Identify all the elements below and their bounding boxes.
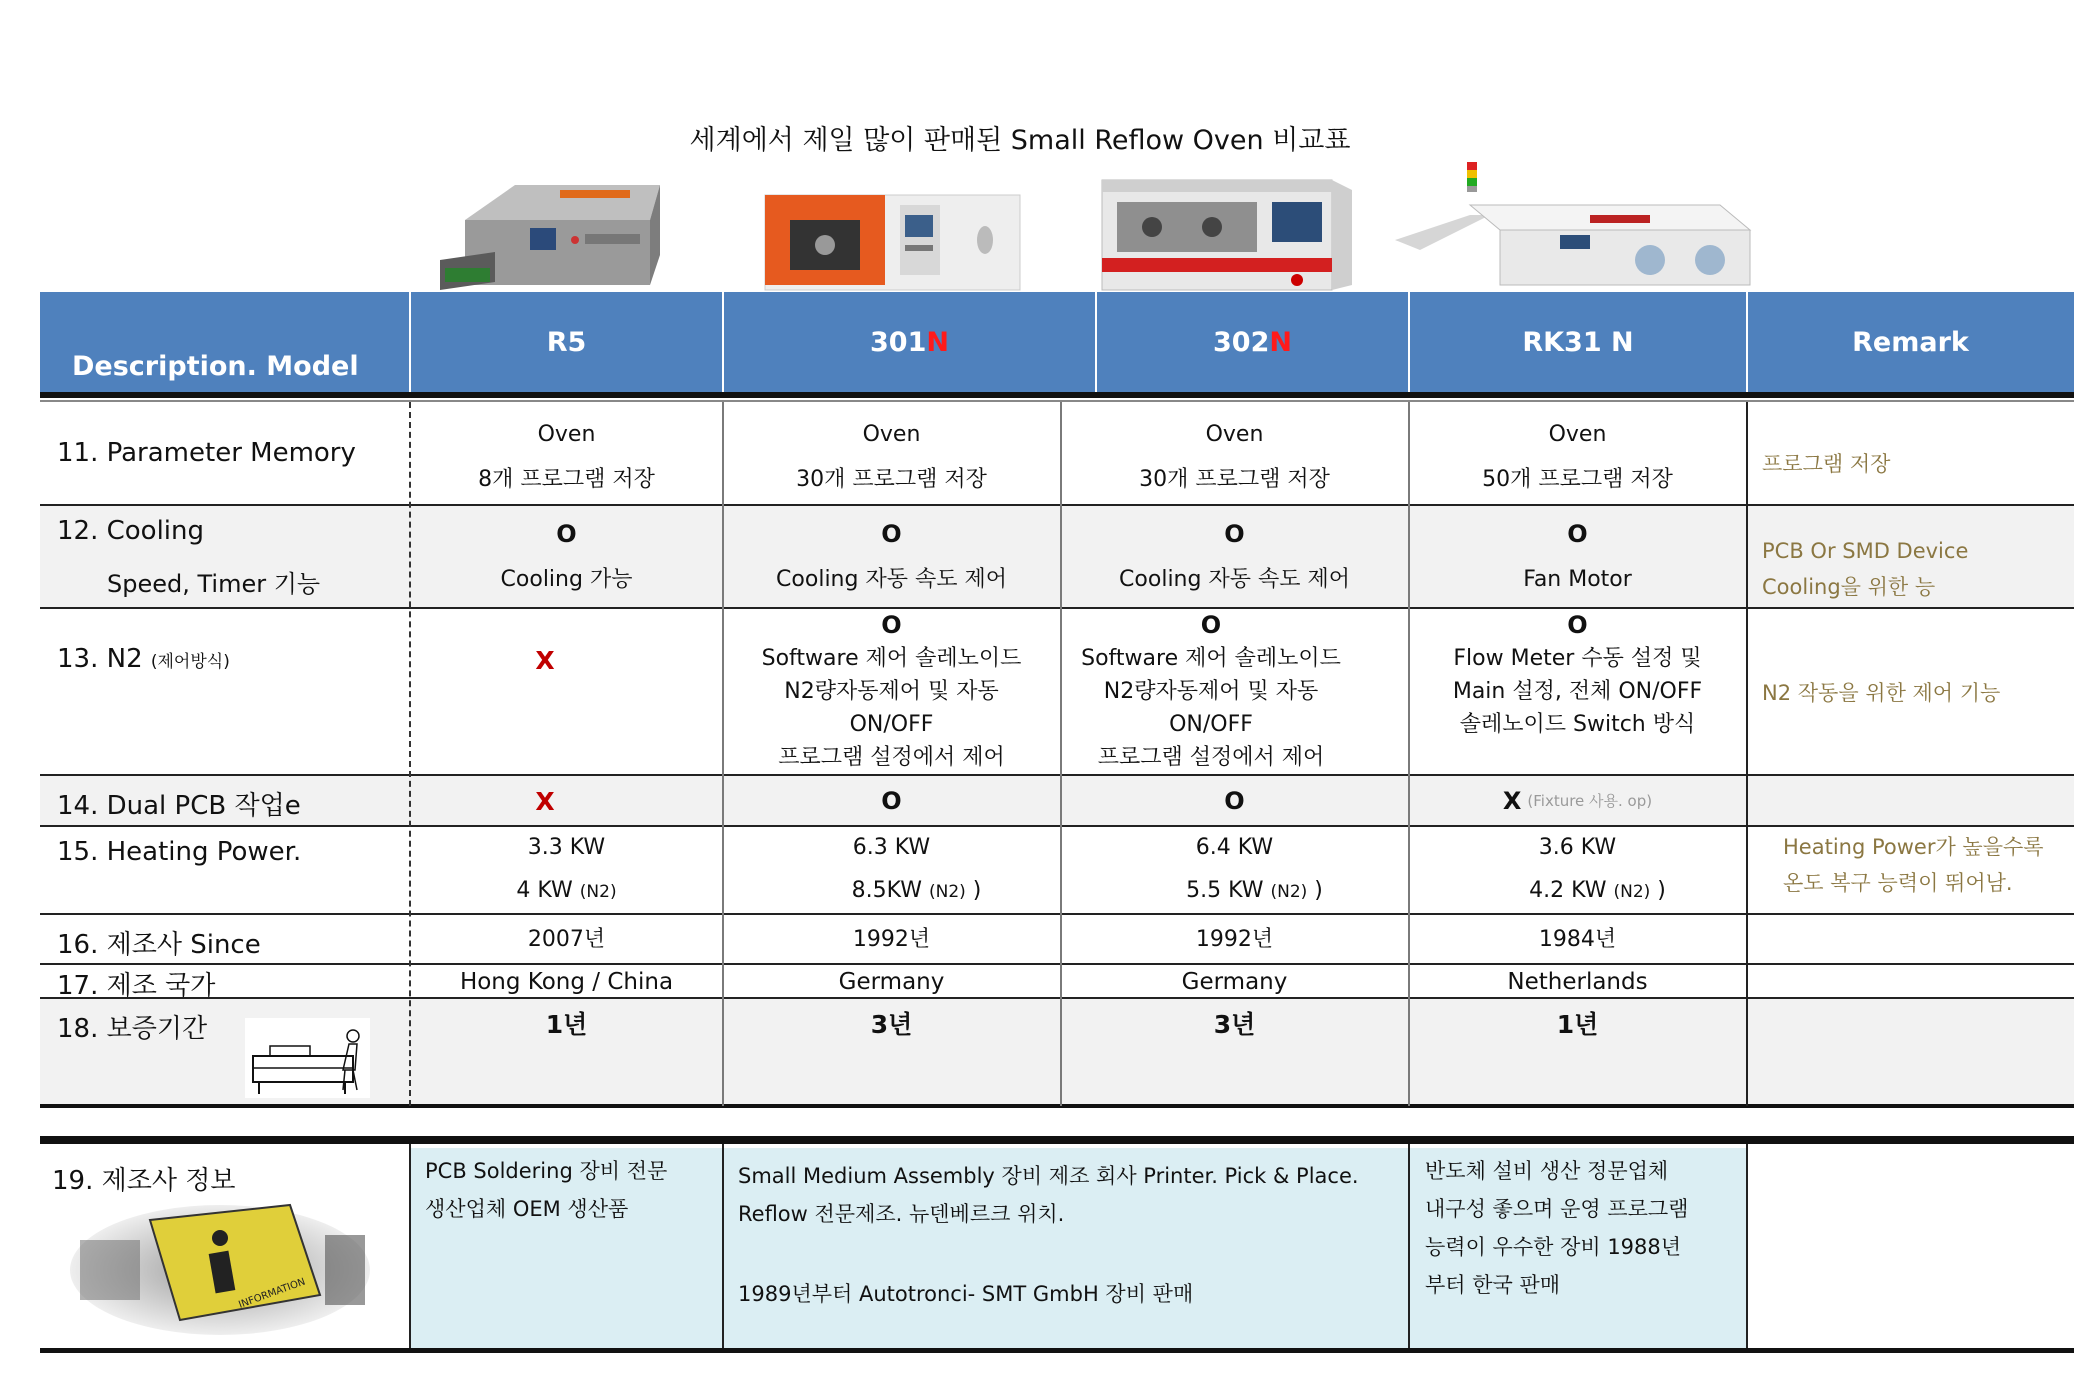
information-key-icon [70,1200,370,1335]
row-label-cooling-sub: Speed, Timer 기능 [107,570,321,598]
cell-r11-rk31n: Oven 50개 프로그램 저장 [1482,422,1673,492]
cell-r11-302n: Oven 30개 프로그램 저장 [1139,422,1330,492]
cell-r14-r5: X [535,786,555,816]
cell-r17-r5: Hong Kong / China [459,968,674,995]
cell-r13-302n: O Software 제어 솔레노이드 N2량자동제어 및 자동 ON/OFF 프로그램 설정에서 제어 [1081,610,1341,770]
cell-r18-r5: 1년 [545,1009,588,1039]
cell-r17-rk31n: Netherlands [1507,968,1648,995]
product-image-302n [1097,160,1362,295]
info-r5: PCB Soldering 장비 전문 생산업체 OEM 생산품 [425,1159,668,1221]
row-label-cooling: 12. Cooling [57,516,205,546]
cell-r12-rk31n: O Fan Motor [1523,520,1632,592]
cell-r16-rk31n: 1984년 [1538,926,1617,952]
workbench-icon [245,1018,370,1098]
cell-r13-r5: X [535,645,555,675]
cell-r18-301n: 3년 [870,1009,913,1039]
icon-information-text: INFORMATION [237,1276,307,1311]
header-model-302n: 302 N [1213,326,1292,358]
remark-r11: 프로그램 저장 [1762,452,1891,476]
cell-r18-302n: 3년 [1213,1009,1256,1039]
cell-r13-rk31n: O Flow Meter 수동 설정 및 Main 설정, 전체 ON/OFF 솔레노이드 Switch 방식 [1452,611,1703,737]
remark-r12: PCB Or SMD Device Cooling을 위한 능 [1762,539,1969,599]
header-description-model: Description. Model [72,351,359,382]
cell-r16-302n: 1992년 [1195,926,1274,952]
header-remark: Remark [1852,326,1969,358]
row-label-manufacturer-info: 19. 제조사 정보 [52,1166,236,1196]
cell-r12-302n: O Cooling 자동 속도 제어 [1119,520,1350,592]
info-rk31n: 반도체 설비 생산 정문업체 내구성 좋으며 운영 프로그램 능력이 우수한 장비 1988년 부터 한국 판매 [1425,1159,1689,1297]
cell-r13-301n: O Software 제어 솔레노이드 N2량자동제어 및 자동 ON/OFF 프로그램 설정에서 제어 [761,610,1022,770]
row-label-dual-pcb: 14. Dual PCB 작업e [57,791,301,821]
row-label-country: 17. 제조 국가 [57,971,216,1001]
cell-r12-r5: O Cooling 가능 [500,520,633,592]
cell-r12-301n: O Cooling 자동 속도 제어 [776,520,1007,592]
page-title: 세계에서 제일 많이 판매된 Small Reflow Oven 비교표 [689,125,1351,156]
remark-r15: Heating Power가 높을수록 온도 복구 능력이 뛰어남. [1783,835,2044,895]
product-image-r5 [435,160,675,295]
cell-r16-301n: 1992년 [852,926,931,952]
cell-r15-302n: 6.4 KW 5.5 KW (N2) ) [1186,835,1323,903]
cell-r16-r5: 2007년 [527,926,606,952]
row-label-heating-power: 15. Heating Power. [57,837,302,867]
cell-r15-rk31n: 3.6 KW 4.2 KW (N2) ) [1529,835,1666,903]
row-label-warranty: 18. 보증기간 [57,1014,208,1044]
row-label-n2: 13. N2 (제어방식) [57,644,230,674]
remark-r13: N2 작동을 위한 제어 기능 [1762,681,2001,705]
cell-r11-301n: Oven 30개 프로그램 저장 [796,422,987,492]
cell-r14-301n: O [881,786,902,815]
row-label-since: 16. 제조사 Since [57,930,261,960]
cell-r14-302n: O [1224,786,1245,815]
header-model-rk31n: RK31 N [1522,326,1634,358]
cell-r15-r5: 3.3 KW 4 KW (N2) [516,835,617,903]
cell-r17-301n: Germany [838,968,945,995]
cell-r11-r5: Oven 8개 프로그램 저장 [478,422,655,492]
header-model-r5: R5 [546,326,587,358]
row-label-parameter-memory: 11. Parameter Memory [57,438,356,468]
header-model-301n: 301 N [870,326,949,358]
product-image-301n [760,160,1025,295]
cell-r18-rk31n: 1년 [1556,1009,1599,1039]
cell-r14-rk31n: X (Fixture 사용. op) [1502,786,1653,815]
cell-r17-302n: Germany [1181,968,1288,995]
info-301n-302n: Small Medium Assembly 장비 제조 회사 Printer. Pick & Place. Reflow 전문제조. 뉴덴베르크 위치. 1989년부터 Autotronci- SMT GmbH 장비 판매 [738,1164,1359,1306]
cell-r15-301n: 6.3 KW 8.5KW (N2) ) [851,835,982,903]
product-image-rk31n [1390,160,1770,295]
